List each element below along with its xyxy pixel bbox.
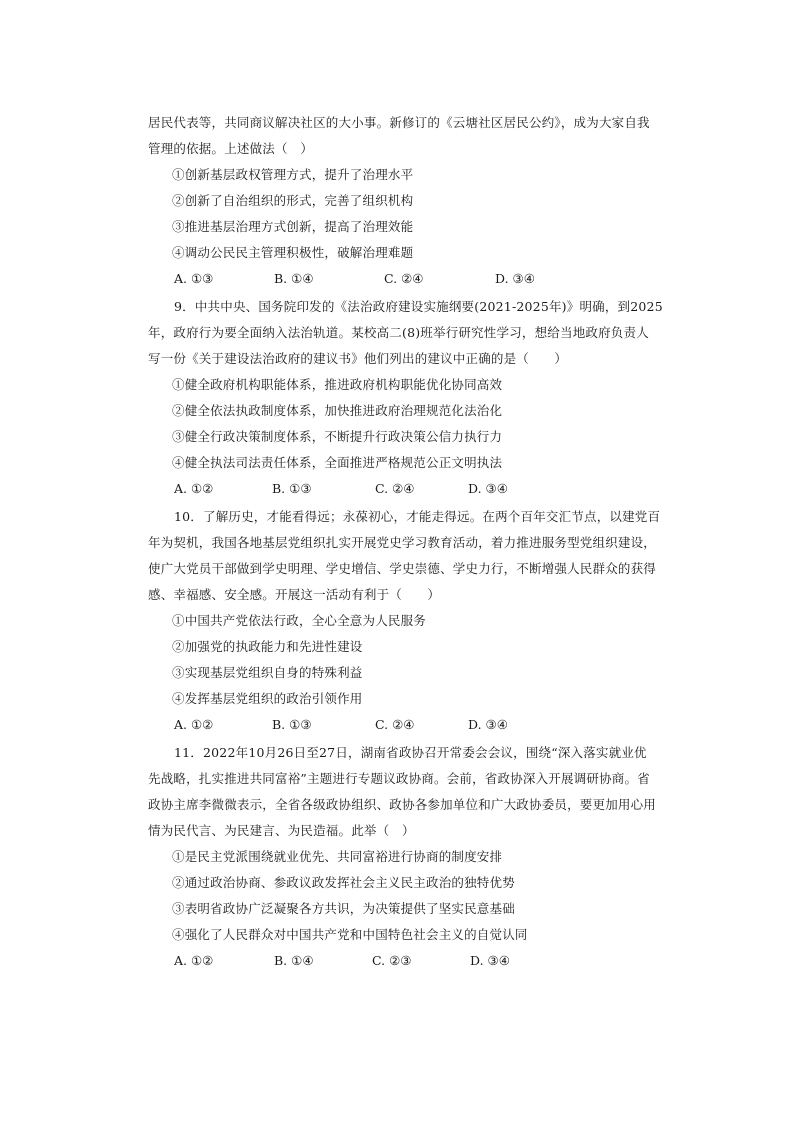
question-text: 年为契机，我国各地基层党组织扎实开展党史学习教育活动，着力推进服务型党组织建设， bbox=[148, 535, 657, 550]
question-8 bbox=[148, 113, 656, 297]
option-1: ①中国共产党依法行政，全心全意为人民服务 bbox=[172, 613, 427, 628]
question-text: 使广大党员干部做到学史明理、学史增信、学史崇德、学史力行，不断增强人民群众的获得 bbox=[148, 561, 657, 576]
answer-choices bbox=[148, 951, 656, 979]
option-2: ②加强党的执政能力和先进性建设 bbox=[172, 639, 363, 654]
question-text: 感、幸福感、安全感。开展这一活动有利于（ ） bbox=[148, 587, 441, 602]
question-text: 10．了解历史，才能看得远；永葆初心，才能走得远。在两个百年交汇节点，以建党百 bbox=[174, 509, 661, 524]
choice-c: C. ②④ bbox=[384, 271, 424, 286]
choice-a: A. ①③ bbox=[174, 271, 214, 286]
choice-b: B. ①④ bbox=[274, 271, 314, 286]
exam-page bbox=[148, 113, 663, 979]
choice-d: D. ③④ bbox=[468, 481, 508, 496]
option-2: ②创新了自治组织的形式，完善了组织机构 bbox=[172, 193, 414, 208]
question-text: 年，政府行为要全面纳入法治轨道。某校高二(8)班举行研究性学习，想给当地政府负责人 bbox=[148, 325, 649, 340]
choice-c: C. ②④ bbox=[375, 481, 415, 496]
question-10 bbox=[148, 507, 661, 743]
option-2: ②通过政治协商、参政议政发挥社会主义民主政治的独特优势 bbox=[172, 875, 515, 890]
option-4: ④调动公民民主管理积极性，破解治理难题 bbox=[172, 245, 414, 260]
option-4: ④健全执法司法责任体系，全面推进严格规范公正文明执法 bbox=[172, 455, 503, 470]
choice-a: A. ①② bbox=[174, 717, 214, 732]
choice-b: B. ①③ bbox=[272, 481, 312, 496]
answer-choices bbox=[148, 269, 656, 297]
option-1: ①健全政府机构职能体系，推进政府机构职能优化协同高效 bbox=[172, 377, 503, 392]
question-text: 居民代表等，共同商议解决社区的大小事。新修订的《云塘社区居民公约》，成为大家自我 bbox=[148, 115, 650, 130]
question-9 bbox=[148, 297, 663, 507]
question-text: 情为民代言、为民建言、为民造福。此举（ ） bbox=[148, 823, 415, 838]
answer-choices bbox=[148, 715, 656, 743]
choice-b: B. ①③ bbox=[272, 717, 312, 732]
option-2: ②健全依法执政制度体系，加快推进政府治理规范化法治化 bbox=[172, 403, 503, 418]
choice-a: A. ①② bbox=[174, 953, 214, 968]
choice-d: D. ③④ bbox=[495, 271, 535, 286]
choice-d: D. ③④ bbox=[470, 953, 510, 968]
question-text: 11．2022年10月26日至27日，湖南省政协召开常委会会议，围绕“深入落实就业优 bbox=[174, 745, 647, 760]
question-text: 先战略，扎实推进共同富裕”主题进行专题议政协商。会前，省政协深入开展调研协商。省 bbox=[148, 771, 650, 786]
choice-a: A. ①② bbox=[174, 481, 214, 496]
question-11 bbox=[148, 743, 656, 979]
option-4: ④强化了人民群众对中国共产党和中国特色社会主义的自觉认同 bbox=[172, 927, 528, 942]
question-text: 政协主席李微微表示，全省各级政协组织、政协各参加单位和广大政协委员，要更加用心用 bbox=[148, 797, 657, 812]
answer-choices bbox=[148, 479, 656, 507]
option-3: ③实现基层党组织自身的特殊利益 bbox=[172, 665, 363, 680]
question-text: 管理的依据。上述做法（ ） bbox=[148, 141, 314, 156]
option-3: ③推进基层治理方式创新，提高了治理效能 bbox=[172, 219, 414, 234]
option-3: ③健全行政决策制度体系，不断提升行政决策公信力执行力 bbox=[172, 429, 503, 444]
choice-c: C. ②③ bbox=[372, 953, 412, 968]
choice-d: D. ③④ bbox=[468, 717, 508, 732]
option-3: ③表明省政协广泛凝聚各方共识，为决策提供了坚实民意基础 bbox=[172, 901, 515, 916]
choice-c: C. ②④ bbox=[375, 717, 415, 732]
option-1: ①创新基层政权管理方式，提升了治理水平 bbox=[172, 167, 414, 182]
question-text: 9．中共中央、国务院印发的《法治政府建设实施纲要(2021-2025年)》明确，到2025 bbox=[174, 299, 663, 314]
question-text: 写一份《关于建设法治政府的建议书》他们列出的建议中正确的是（ ） bbox=[148, 351, 568, 366]
option-4: ④发挥基层党组织的政治引领作用 bbox=[172, 691, 363, 706]
choice-b: B. ①④ bbox=[274, 953, 314, 968]
option-1: ①是民主党派围绕就业优先、共同富裕进行协商的制度安排 bbox=[172, 849, 503, 864]
